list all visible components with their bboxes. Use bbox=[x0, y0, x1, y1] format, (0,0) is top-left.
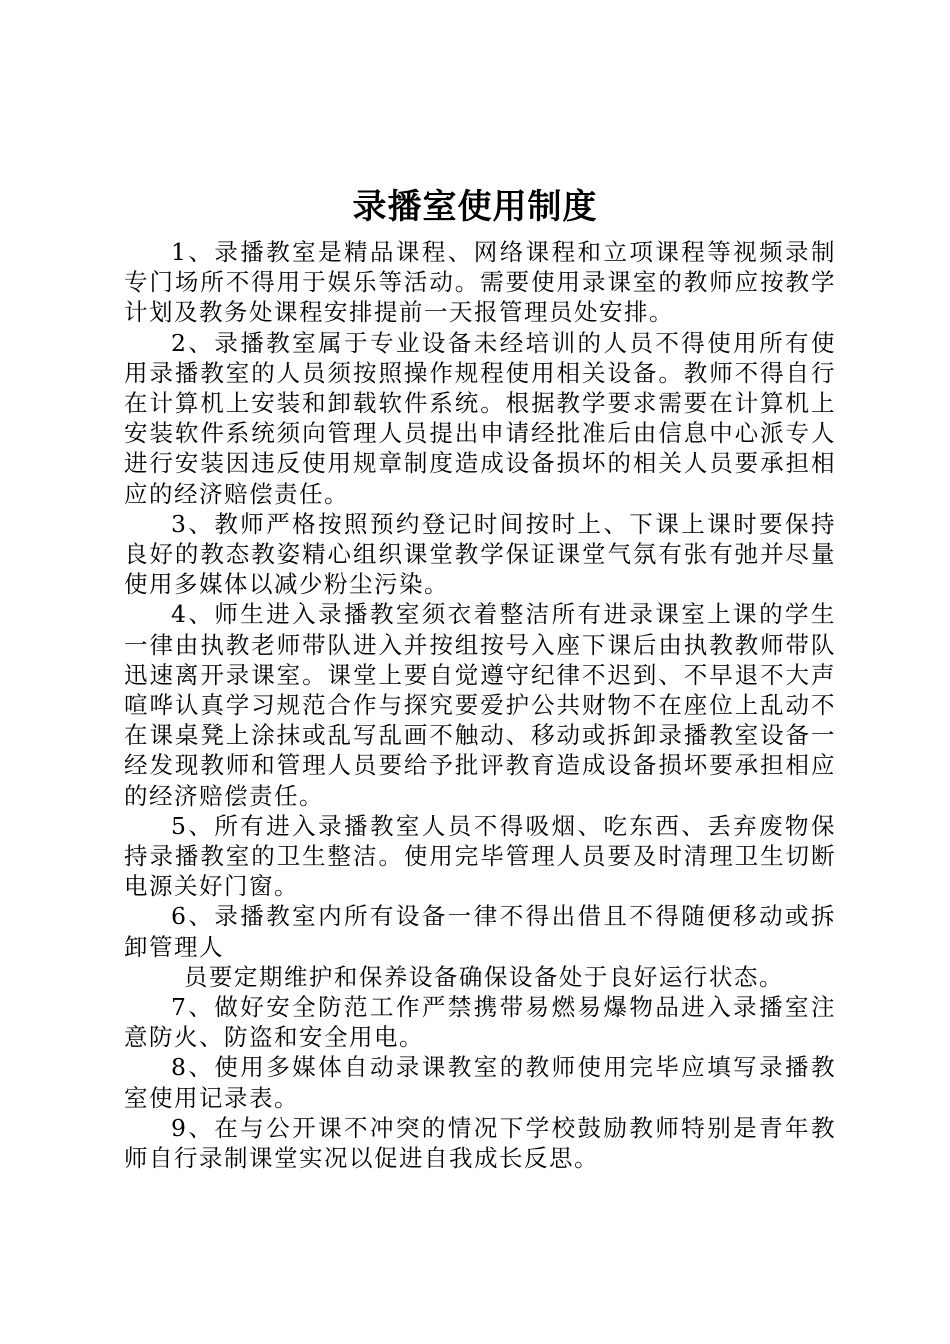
rule-paragraph-3: 3、教师严格按照预约登记时间按时上、下课上课时要保持良好的教态教姿精心组织课堂教学保证课堂气氛有张有弛并尽量使用多媒体以减少粉尘污染。 bbox=[124, 509, 836, 599]
document-title: 录播室使用制度 bbox=[352, 187, 598, 227]
rule-paragraph-2: 2、录播教室属于专业设备未经培训的人员不得使用所有使用录播教室的人员须按照操作规程使用相关设备。教师不得自行在计算机上安装和卸载软件系统。根据教学要求需要在计算机上安装软件系统须向管理人员提出申请经批准后由信息中心派专人进行安装因违反使用规章制度造成设备损坏的相关人员要承担相应的经济赔偿责任。 bbox=[124, 328, 836, 508]
rule-paragraph-8: 8、使用多媒体自动录课教室的教师使用完毕应填写录播教室使用记录表。 bbox=[124, 1053, 836, 1112]
rule-paragraph-1: 1、录播教室是精品课程、网络课程和立项课程等视频录制专门场所不得用于娱乐等活动。需要使用录课室的教师应按教学计划及教务处课程安排提前一天报管理员处安排。 bbox=[124, 238, 836, 327]
rule-paragraph-6-continuation: 员要定期维护和保养设备确保设备处于良好运行状态。 bbox=[183, 962, 784, 991]
rule-paragraph-7: 7、做好安全防范工作严禁携带易燃易爆物品进入录播室注意防火、防盗和安全用电。 bbox=[124, 993, 836, 1052]
rule-paragraph-9: 9、在与公开课不冲突的情况下学校鼓励教师特别是青年教师自行录制课堂实况以促进自我成长反思。 bbox=[124, 1113, 836, 1173]
document-body bbox=[124, 237, 836, 1173]
rule-paragraph-6: 6、录播教室内所有设备一律不得出借且不得随便移动或拆卸管理人 bbox=[124, 902, 836, 961]
rule-paragraph-4: 4、师生进入录播教室须衣着整洁所有进录课室上课的学生一律由执教老师带队进入并按组按号入座下课后由执教教师带队迅速离开录课室。课堂上要自觉遵守纪律不迟到、不早退不大声喧哗认真学习规范合作与探究要爱护公共财物不在座位上乱动不在课桌凳上涂抹或乱写乱画不触动、移动或拆卸录播教室设备一经发现教师和管理人员要给予批评教育造成设备损坏要承担相应的经济赔偿责任。 bbox=[124, 600, 836, 810]
rule-paragraph-5: 5、所有进入录播教室人员不得吸烟、吃东西、丢弃废物保持录播教室的卫生整洁。使用完毕管理人员要及时清理卫生切断电源关好门窗。 bbox=[124, 811, 836, 901]
